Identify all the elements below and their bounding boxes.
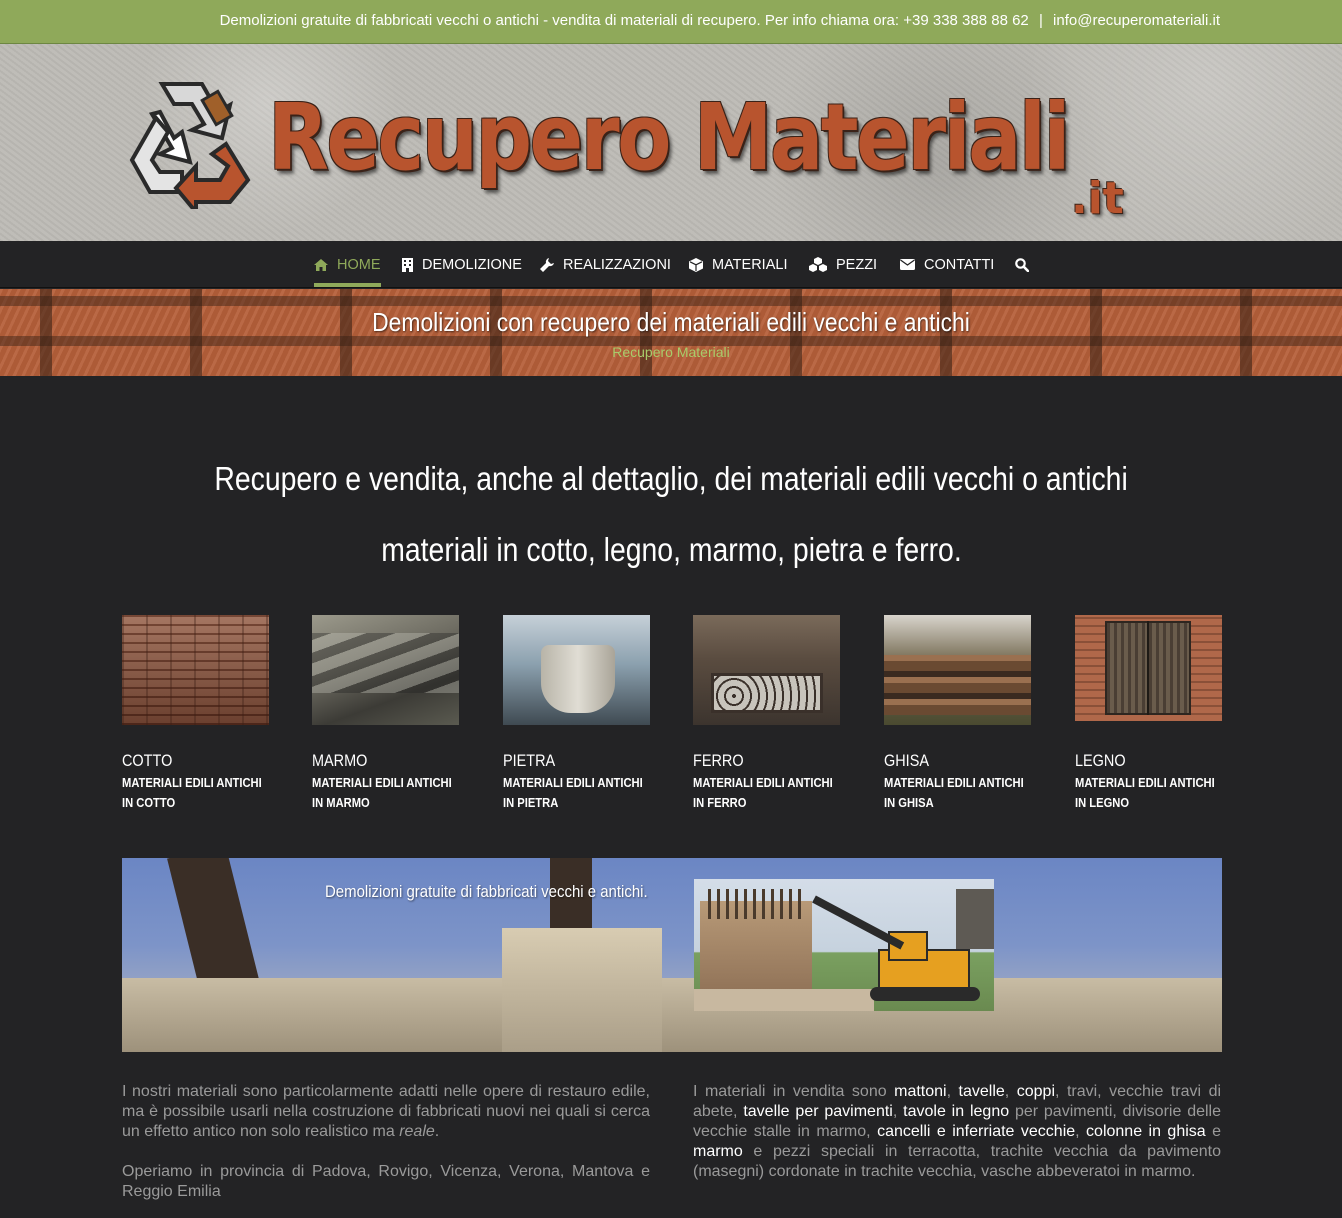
link-coppi[interactable]: coppi bbox=[1016, 1083, 1055, 1100]
wall-top bbox=[502, 928, 662, 1052]
nav-search-button[interactable] bbox=[1015, 241, 1038, 288]
product-title[interactable]: MARMO bbox=[312, 751, 368, 770]
site-header bbox=[0, 44, 1342, 241]
nav-label: HOME bbox=[337, 256, 381, 273]
product-desc: MATERIALI EDILI ANTICHI IN GHISA bbox=[884, 775, 1024, 810]
product-desc: MATERIALI EDILI ANTICHI IN FERRO bbox=[693, 775, 833, 810]
link-marmo[interactable]: marmo bbox=[693, 1143, 743, 1160]
product-title[interactable]: LEGNO bbox=[1075, 751, 1126, 770]
product-title[interactable]: COTTO bbox=[122, 751, 173, 770]
emphasis-reale: reale bbox=[399, 1123, 435, 1140]
demolition-banner bbox=[122, 858, 1222, 1052]
product-desc: MATERIALI EDILI ANTICHI IN COTTO bbox=[122, 775, 262, 810]
link-tavelle[interactable]: tavelle bbox=[958, 1083, 1005, 1100]
main-nav bbox=[0, 241, 1342, 288]
product-title[interactable]: PIETRA bbox=[503, 751, 556, 770]
intro-heading-2: materiali in cotto, legno, marmo, pietra e ferro. bbox=[380, 531, 962, 568]
pietra-image[interactable] bbox=[503, 615, 650, 725]
nav-label: REALIZZAZIONI bbox=[563, 256, 671, 273]
product-desc: MATERIALI EDILI ANTICHI IN MARMO bbox=[312, 775, 452, 810]
envelope-icon bbox=[900, 259, 915, 270]
nav-item-realizzazioni[interactable] bbox=[540, 241, 671, 288]
restoration-paragraph: I nostri materiali sono particolarmente adatti nelle opere di restauro edile, ma è possibile usarli nella costruzione di fabbricati nuovi nei quali si cerca un effetto antico non solo realistico ma reale. bbox=[122, 1083, 650, 1140]
top-info-message: Demolizioni gratuite di fabbricati vecchi o antichi - vendita di materiali di recupero. Per info chiama ora: +39 338 388 88 62 bbox=[219, 12, 1029, 29]
link-mattoni[interactable]: mattoni bbox=[894, 1083, 947, 1100]
product-card-cotto[interactable] bbox=[122, 615, 269, 813]
product-card-ferro[interactable] bbox=[693, 615, 840, 813]
logo-wordmark[interactable]: Recupero Materiali bbox=[268, 84, 1068, 191]
link-cancelli-inferriate[interactable]: cancelli e inferriate vecchie bbox=[877, 1123, 1076, 1140]
logo-tld: .it bbox=[1071, 173, 1124, 224]
nav-item-pezzi[interactable] bbox=[809, 241, 877, 288]
cubes-icon bbox=[809, 257, 827, 272]
product-desc: MATERIALI EDILI ANTICHI IN PIETRA bbox=[503, 775, 643, 810]
nav-label: PEZZI bbox=[836, 256, 878, 273]
nav-item-demolizione[interactable] bbox=[402, 241, 522, 288]
nav-item-materiali[interactable] bbox=[689, 241, 787, 288]
cube-icon bbox=[689, 258, 703, 272]
service-area-paragraph: Operiamo in provincia di Padova, Rovigo, Vicenza, Verona, Mantova e Reggio Emilia bbox=[122, 1163, 650, 1200]
nav-label: CONTATTI bbox=[924, 256, 995, 273]
cotto-image[interactable] bbox=[122, 615, 269, 725]
top-info-separator: | bbox=[1038, 12, 1043, 29]
top-info-email-link[interactable]: info@recuperomateriali.it bbox=[1053, 12, 1220, 29]
nav-item-home[interactable] bbox=[314, 241, 381, 288]
legno-image[interactable] bbox=[1075, 615, 1222, 721]
nav-label: MATERIALI bbox=[712, 256, 788, 273]
product-title[interactable]: GHISA bbox=[884, 751, 929, 770]
link-tavelle-pavimenti[interactable]: tavelle per pavimenti bbox=[743, 1103, 893, 1120]
link-colonne-ghisa[interactable]: colonne in ghisa bbox=[1086, 1123, 1206, 1140]
top-info-text bbox=[220, 12, 1220, 29]
demolition-photo[interactable] bbox=[694, 879, 994, 1011]
left-text-column bbox=[122, 1082, 650, 1218]
home-icon bbox=[314, 259, 328, 271]
nav-item-contatti[interactable] bbox=[900, 241, 994, 288]
nav-label: DEMOLIZIONE bbox=[422, 256, 522, 273]
right-text-column bbox=[693, 1082, 1221, 1202]
link-tavole-legno[interactable]: tavole in legno bbox=[903, 1103, 1010, 1120]
product-card-legno[interactable] bbox=[1075, 615, 1222, 813]
recycle-logo-icon[interactable] bbox=[122, 74, 252, 209]
breadcrumb[interactable]: Recupero Materiali bbox=[612, 344, 730, 360]
page-title: Demolizioni con recupero dei materiali edili vecchi e antichi bbox=[372, 307, 970, 337]
product-card-pietra[interactable] bbox=[503, 615, 650, 813]
intro-heading-1: Recupero e vendita, anche al dettaglio, dei materiali edili vecchi o antichi bbox=[214, 460, 1128, 497]
materials-paragraph: I materiali in vendita sono mattoni, tavelle, coppi, travi, vecchie travi di abete, tavelle per pavimenti, tavole in legno per pavimenti, divisorie delle vecchie stalle in marmo, cancelli e inferriate vecchie, colonne in ghisa e marmo e pezzi speciali in terracotta, trachite vecchia da pavimento (masegni) cordonate in trachite vecchia, vasche abbeveratoi in marmo. bbox=[693, 1083, 1222, 1180]
page-title-banner bbox=[0, 289, 1342, 376]
marmo-image[interactable] bbox=[312, 615, 459, 725]
wall-silhouette bbox=[122, 978, 1222, 1052]
product-card-ghisa[interactable] bbox=[884, 615, 1031, 813]
ghisa-image[interactable] bbox=[884, 615, 1031, 725]
demolition-text[interactable]: Demolizioni gratuite di fabbricati vecchi e antichi. bbox=[325, 882, 648, 901]
ferro-image[interactable] bbox=[693, 615, 840, 725]
building-icon bbox=[402, 258, 413, 272]
product-desc: MATERIALI EDILI ANTICHI IN LEGNO bbox=[1075, 775, 1215, 810]
search-icon bbox=[1015, 258, 1029, 272]
wrench-icon bbox=[540, 258, 554, 272]
top-info-bar bbox=[0, 0, 1342, 44]
product-card-marmo[interactable] bbox=[312, 615, 459, 813]
product-title[interactable]: FERRO bbox=[693, 751, 744, 770]
